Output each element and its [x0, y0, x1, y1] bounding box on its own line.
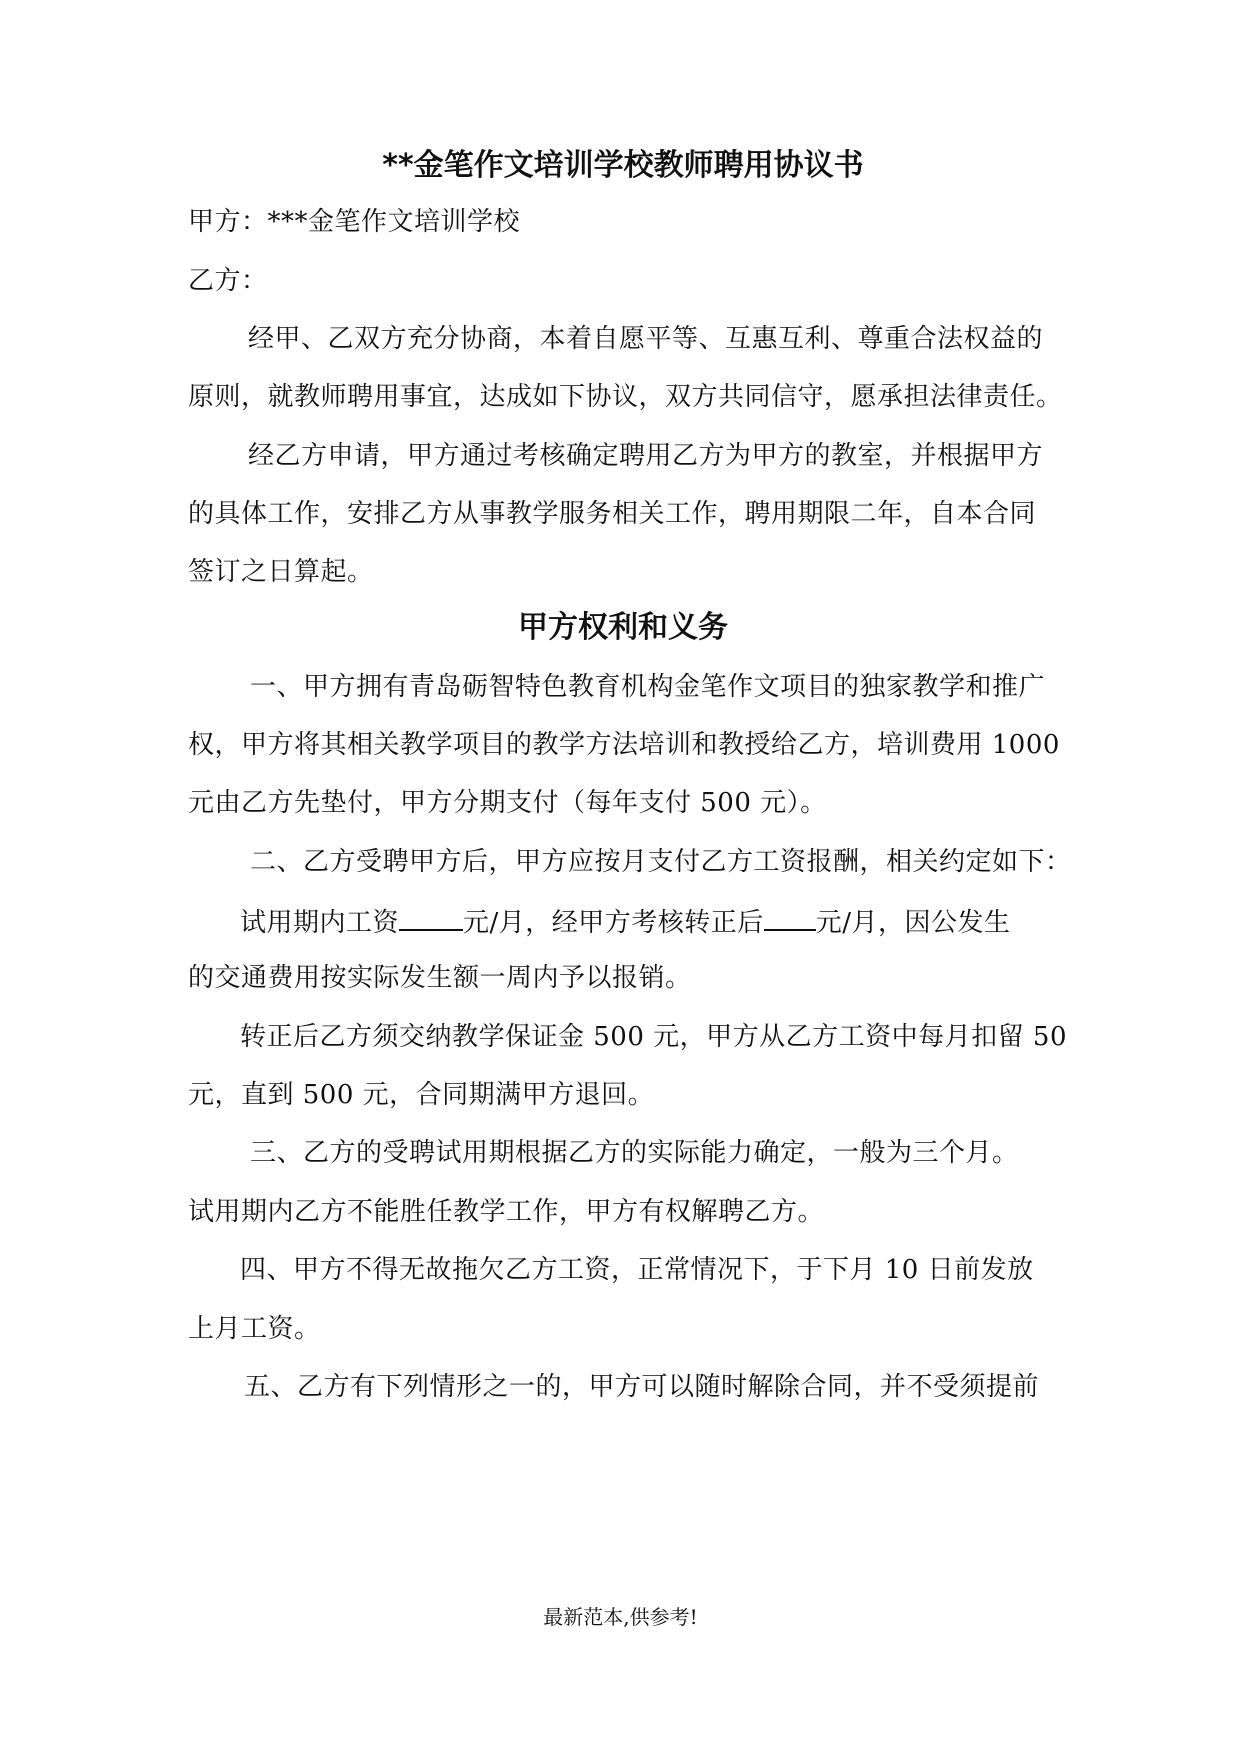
party-b-line: 乙方： [188, 266, 268, 296]
clause2-line-3: 的交通费用按实际发生额一周内予以报销。 [188, 963, 692, 993]
page-footer: 最新范本,供参考! [543, 1605, 698, 1629]
regular-salary-blank[interactable] [764, 903, 816, 931]
party-a-line: 甲方：***金笔作文培训学校 [188, 207, 521, 237]
salary-line [240, 903, 1110, 940]
clause3-line-1: 三、乙方的受聘试用期根据乙方的实际能力确定，一般为三个月。 [250, 1138, 1019, 1168]
clause5-line-1: 五、乙方有下列情形之一的，甲方可以随时解除合同，并不受须提前 [244, 1372, 1040, 1402]
clause4-line-1: 四、甲方不得无故拖欠乙方工资，正常情况下，于下月 10 日前发放 [240, 1255, 1034, 1285]
clause1-line-3: 元由乙方先垫付，甲方分期支付（每年支付 500 元）。 [188, 788, 827, 818]
employment-line-2: 的具体工作，安排乙方从事教学服务相关工作，聘用期限二年，自本合同 [188, 499, 1037, 529]
clause1-line-2: 权，甲方将其相关教学项目的教学方法培训和教授给乙方，培训费用 1000 [188, 730, 1060, 760]
preamble-line-1: 经甲、乙双方充分协商，本着自愿平等、互惠互利、尊重合法权益的 [248, 324, 1044, 354]
clause4-line-2: 上月工资。 [188, 1314, 321, 1344]
deposit-line-2: 元，直到 500 元，合同期满甲方退回。 [188, 1080, 655, 1110]
employment-line-3: 签订之日算起。 [188, 557, 374, 587]
salary-text-1: 试用期内工资 [240, 908, 400, 938]
clause2-line-1: 二、乙方受聘甲方后，甲方应按月支付乙方工资报酬，相关约定如下： [250, 847, 1072, 877]
preamble-line-2: 原则，就教师聘用事宜，达成如下协议，双方共同信守，愿承担法律责任。 [188, 382, 1063, 412]
deposit-line-1: 转正后乙方须交纳教学保证金 500 元，甲方从乙方工资中每月扣留 50 [240, 1022, 1068, 1052]
section-heading: 甲方权利和义务 [518, 610, 728, 645]
document-title: **金笔作文培训学校教师聘用协议书 [382, 148, 864, 183]
clause3-line-2: 试用期内乙方不能胜任教学工作，甲方有权解聘乙方。 [188, 1197, 825, 1227]
probation-salary-blank[interactable] [399, 903, 463, 931]
salary-text-2: 元/月，经甲方考核转正后 [463, 908, 764, 938]
clause1-line-1: 一、甲方拥有青岛砺智特色教育机构金笔作文项目的独家教学和推广 [250, 672, 1046, 702]
employment-line-1: 经乙方申请，甲方通过考核确定聘用乙方为甲方的教室，并根据甲方 [248, 441, 1044, 471]
salary-text-3: 元/月，因公发生 [815, 908, 1011, 938]
